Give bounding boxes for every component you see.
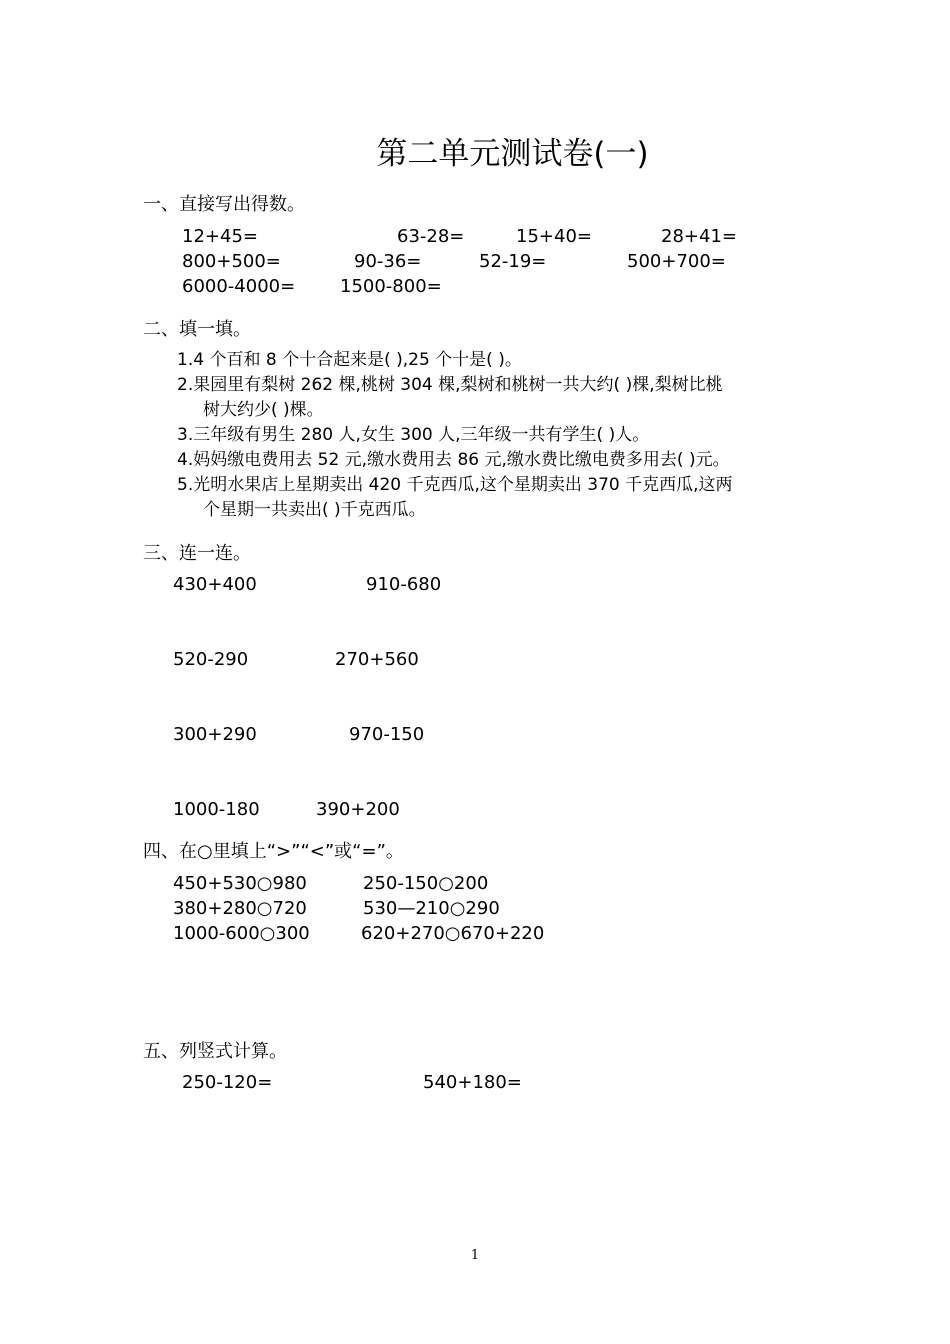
fill-question: 2.果园里有梨树 262 棵,桃树 304 棵,梨树和桃树一共大约( )棵,梨树比桃 xyxy=(177,375,723,395)
match-right-expression: 910-680 xyxy=(366,574,442,595)
equation: 28+41= xyxy=(661,226,737,247)
fill-question-continuation: 个星期一共卖出( )千克西瓜。 xyxy=(203,500,426,520)
vertical-calc-problem: 250-120= xyxy=(182,1072,273,1093)
fill-question: 4.妈妈缴电费用去 52 元,缴水费用去 86 元,缴水费比缴电费多用去( )元。 xyxy=(177,450,730,470)
match-left-expression: 520-290 xyxy=(173,649,249,670)
match-left-expression: 1000-180 xyxy=(173,799,260,820)
compare-expression: 250-150○200 xyxy=(363,873,489,894)
equation: 12+45= xyxy=(182,226,258,247)
section-1-heading: 一、直接写出得数。 xyxy=(143,194,305,215)
page-title: 第二单元测试卷(一) xyxy=(376,136,649,172)
compare-expression: 620+270○670+220 xyxy=(361,923,545,944)
compare-expression: 380+280○720 xyxy=(173,898,307,919)
section-4-heading: 四、在○里填上“>”“<”或“=”。 xyxy=(143,841,404,862)
match-right-expression: 970-150 xyxy=(349,724,425,745)
match-left-expression: 300+290 xyxy=(173,724,257,745)
vertical-calc-problem: 540+180= xyxy=(423,1072,522,1093)
equation: 500+700= xyxy=(627,251,726,272)
fill-question-continuation: 树大约少( )棵。 xyxy=(203,400,324,420)
equation: 15+40= xyxy=(516,226,592,247)
equation: 800+500= xyxy=(182,251,281,272)
section-2-heading: 二、填一填。 xyxy=(143,319,251,340)
match-right-expression: 270+560 xyxy=(335,649,419,670)
equation: 1500-800= xyxy=(340,276,442,297)
section-5-heading: 五、列竖式计算。 xyxy=(143,1041,287,1062)
fill-question: 1.4 个百和 8 个十合起来是( ),25 个十是( )。 xyxy=(177,350,522,370)
fill-question: 5.光明水果店上星期卖出 420 千克西瓜,这个星期卖出 370 千克西瓜,这两 xyxy=(177,475,733,495)
match-left-expression: 430+400 xyxy=(173,574,257,595)
fill-question: 3.三年级有男生 280 人,女生 300 人,三年级一共有学生( )人。 xyxy=(177,425,650,445)
match-right-expression: 390+200 xyxy=(316,799,400,820)
equation: 90-36= xyxy=(354,251,422,272)
compare-expression: 1000-600○300 xyxy=(173,923,310,944)
compare-expression: 450+530○980 xyxy=(173,873,307,894)
equation: 6000-4000= xyxy=(182,276,296,297)
compare-expression: 530—210○290 xyxy=(363,898,500,919)
equation: 63-28= xyxy=(397,226,465,247)
equation: 52-19= xyxy=(479,251,547,272)
page-number: 1 xyxy=(470,1248,480,1263)
section-3-heading: 三、连一连。 xyxy=(143,543,251,564)
